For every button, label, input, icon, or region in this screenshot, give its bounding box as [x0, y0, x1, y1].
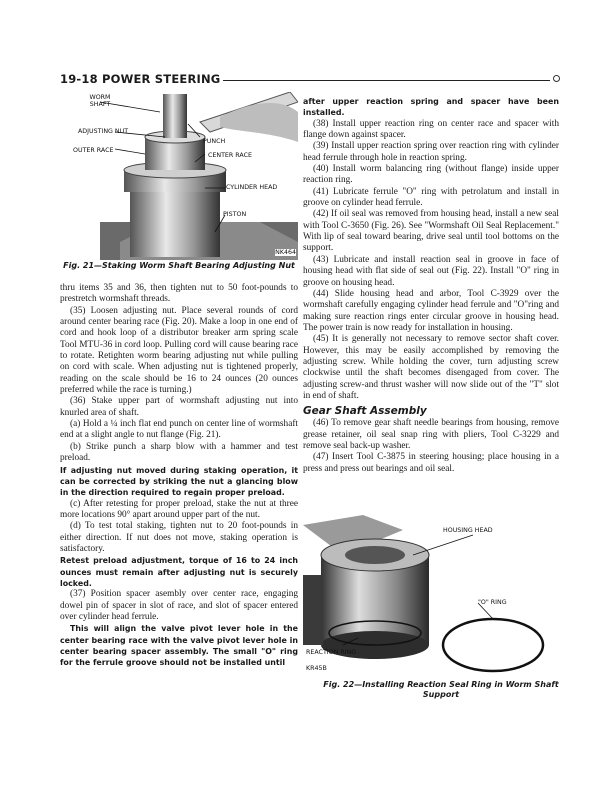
step-36c: (c) After retesting for proper preload, stake the nut at three more locations 90° apart around upper part of the nut. [60, 498, 298, 520]
figure-21-photo [60, 92, 298, 260]
step-38: (38) Install upper reaction ring on center race and spacer with flange down against spacer. [303, 118, 559, 141]
note-bold: after upper reaction spring and spacer have been installed. [303, 97, 559, 118]
page-title: 19-18 POWER STEERING [60, 72, 223, 86]
step-42: (42) If oil seal was removed from housing head, install a new seal with Tool C-3650 (Fig. 26). See "Wormshaft Oil Seal Replacement." With lip of seal toward bearing, drive seal until tool bottoms on the support. [303, 209, 559, 254]
label-punch: PUNCH [203, 138, 226, 145]
step-36b: (b) Strike punch a sharp blow with a hammer and test preload. [60, 441, 298, 464]
label-center-race: CENTER RACE [208, 152, 252, 159]
label-piston: PISTON [223, 211, 247, 218]
step-41: (41) Lubricate ferrule "O" ring with petrolatum and install in groove on cylinder head ferrule. [303, 186, 559, 209]
figure-code: NK464 [275, 249, 296, 256]
note-bold: This will align the valve pivot lever hole in the center bearing race with the valve pivot lever hole in center bearing spacer assembly. The small "O" ring for the ferrule groove should not be installed until [60, 624, 298, 668]
step-46: (46) To remove gear shaft needle bearings from housing, remove grease retainer, oil seal snap ring with pliers, Tool C-3229 and remove seal back-up washer. [303, 418, 559, 451]
figure-22-caption: Fig. 22—Installing Reaction Seal Ring in Worm Shaft Support [323, 680, 559, 699]
step-36: (36) Stake upper part of wormshaft adjusting nut into knurled area of shaft. [60, 396, 298, 418]
section-heading: Gear Shaft Assembly [303, 405, 427, 418]
step-36d: (d) To test total staking, tighten nut to 20 foot-pounds in either direction. If nut does not move, staking operation is satisfactory. [60, 521, 298, 554]
step-36a: (a) Hold a ¼ inch flat end punch on center line of wormshaft end at a slight angle to nut flange (Fig. 21). [60, 419, 298, 441]
step-44: (44) Slide housing head and arbor, Tool C-3929 over the wormshaft carefully engaging cylinder head ferrule and "O"ring and making sure reaction rings enter circular groove in housing head. The power train is now ready for installation in housing. [303, 288, 559, 333]
left-column [60, 283, 298, 669]
step-35: (35) Loosen adjusting nut. Place several rounds of cord around center bearing race (Fig. 20). Make a loop in one end of cord and hook loop of a distributor breaker arm spring scale Tool MTU-36 in cord loop. Pulling cord will cause bearing race to rotate. Retighten worm bearing adjusting nut while pulling on cord with scale. When adjusting nut is tightened properly, reading on the scale should be 16 to 24 ounces (20 ounces preferred while the race is turning.) [60, 305, 298, 396]
label-outer-race: OUTER RACE [73, 147, 114, 154]
label-reaction-ring: REACTION RING [306, 649, 357, 656]
step-37: (37) Position spacer asembly over center race, engaging dowel pin of spacer in slot of race, and slot of spacer entered over cylinder head ferrule. [60, 589, 298, 622]
figure-code: KR45B [306, 665, 327, 672]
step-47: (47) Insert Tool C-3875 in steering housing; place housing in a press and press out bearings and oil seal. [303, 452, 559, 474]
label-adjusting-nut: ADJUSTING NUT [78, 128, 129, 135]
label-housing-head: HOUSING HEAD [443, 527, 493, 534]
label-o-ring: "O" RING [478, 599, 507, 606]
header-circle-mark [553, 75, 560, 82]
page-header [60, 72, 560, 88]
step-45: (45) It is generally not necessary to remove sector shaft cover. However, this may be easily accomplished by removing the adjusting screw. While holding the cover, turn adjusting screw clockwise until the shaft becomes disengaged from cover. The adjusting screw-and thrust washer will now slide out of the "T" slot in end of shaft. [303, 334, 559, 401]
note-bold: If adjusting nut moved during staking operation, it can be corrected by striking the nut a glancing blow in the direction required to regain proper preload. [60, 465, 298, 498]
right-column [303, 96, 559, 475]
paragraph: thru items 35 and 36, then tighten nut to 50 foot-pounds to prestretch wormshaft threads. [60, 283, 298, 305]
figure-21-caption: Fig. 21—Staking Worm Shaft Bearing Adjusting Nut [63, 261, 295, 270]
label-cylinder-head: CYLINDER HEAD [226, 184, 278, 191]
figure-21 [60, 92, 298, 280]
step-40: (40) Install worm balancing ring (without flange) inside upper reaction ring. [303, 164, 559, 186]
note-bold: Retest preload adjustment, torque of 16 to 24 inch ounces must remain after adjusting nut is securely locked. [60, 556, 298, 588]
figure-22 [303, 515, 559, 705]
step-39: (39) Install upper reaction spring over reaction ring with cylinder head ferrule through hole in reaction spring. [303, 141, 559, 163]
step-43: (43) Lubricate and install reaction seal in groove in face of housing head with flat side of seal out (Fig. 22). Install "O" ring in groove on housing head. [303, 254, 559, 288]
label-worm-shaft: WORM SHAFT [89, 94, 111, 108]
